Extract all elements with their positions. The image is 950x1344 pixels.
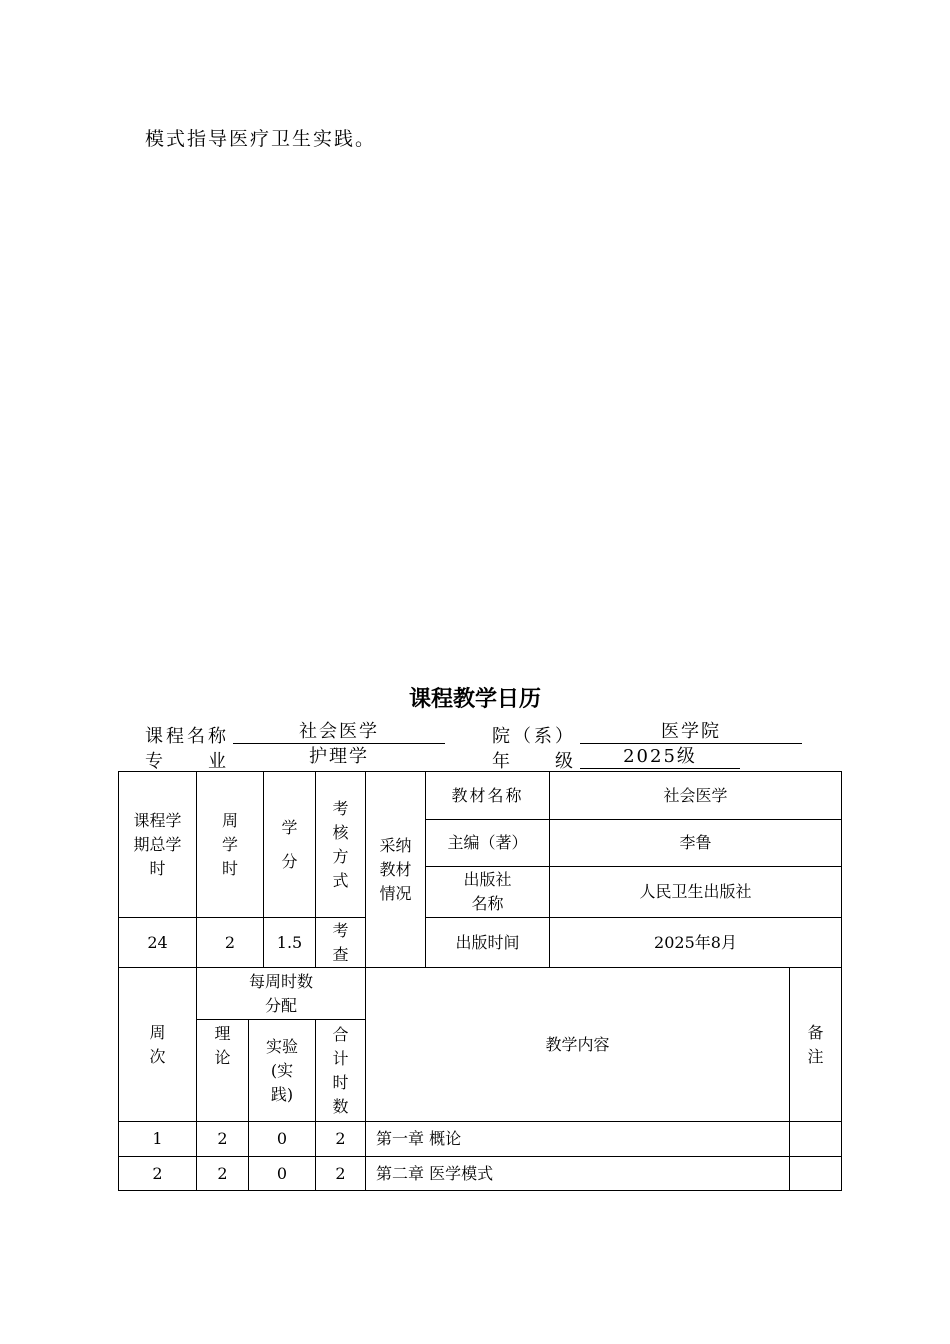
previous-page-text: 模式指导医疗卫生实践。 bbox=[145, 128, 377, 150]
practice-cell: 0 bbox=[249, 1157, 316, 1191]
remarks-cell bbox=[790, 1122, 842, 1157]
practice-header-line3: 践) bbox=[270, 1084, 294, 1104]
remarks-header: 备注 bbox=[790, 968, 842, 1122]
editor-label: 主编（著） bbox=[426, 820, 550, 867]
major-value: 护理学 bbox=[309, 746, 369, 767]
publisher-label-line1: 出版社 bbox=[463, 870, 512, 889]
course-name-value: 社会医学 bbox=[233, 721, 445, 744]
content-cell: 第二章 医学模式 bbox=[366, 1157, 790, 1191]
hours-distribution-header: 每周时数分配 bbox=[197, 968, 366, 1020]
grade-value: 2025级 bbox=[580, 746, 740, 769]
total-hours-column-header: 合计时数 bbox=[316, 1020, 366, 1122]
pub-date-label: 出版时间 bbox=[426, 918, 550, 968]
weekly-hours-value: 2 bbox=[197, 918, 264, 968]
textbook-name-label: 教材名称 bbox=[426, 772, 550, 820]
publisher-label bbox=[426, 867, 550, 918]
total-hours-value: 24 bbox=[119, 918, 197, 968]
department-label: 院（系） bbox=[492, 726, 576, 747]
credits-value: 1.5 bbox=[264, 918, 316, 968]
editor-value: 李鲁 bbox=[550, 820, 842, 867]
practice-header-line1: 实验 bbox=[265, 1036, 298, 1056]
exam-type-header: 考核方式 bbox=[316, 772, 366, 918]
publisher-value: 人民卫生出版社 bbox=[550, 867, 842, 918]
credits-header: 学分 bbox=[264, 772, 316, 918]
page-title: 课程教学日历 bbox=[408, 687, 541, 712]
publisher-label-line2: 名称 bbox=[471, 894, 504, 913]
week-cell: 1 bbox=[119, 1122, 197, 1157]
theory-cell: 2 bbox=[197, 1122, 249, 1157]
theory-cell: 2 bbox=[197, 1157, 249, 1191]
textbook-header: 采纳教材情况 bbox=[366, 772, 426, 968]
grade-label: 年 级 bbox=[492, 751, 576, 772]
content-cell: 第一章 概论 bbox=[366, 1122, 790, 1157]
textbook-name-value: 社会医学 bbox=[550, 772, 842, 820]
theory-header: 理论 bbox=[197, 1020, 249, 1122]
course-calendar-table bbox=[118, 771, 842, 1191]
week-header: 周次 bbox=[119, 968, 197, 1122]
department-value: 医学院 bbox=[580, 721, 802, 744]
weekly-hours-header: 周学时 bbox=[197, 772, 264, 918]
table-row bbox=[119, 1122, 842, 1157]
remarks-cell bbox=[790, 1157, 842, 1191]
course-name-label: 课程名称 bbox=[145, 726, 229, 747]
practice-header-line2: (实 bbox=[270, 1060, 294, 1080]
total-cell: 2 bbox=[316, 1122, 366, 1157]
table-row bbox=[119, 1157, 842, 1191]
content-header: 教学内容 bbox=[366, 968, 790, 1122]
practice-header bbox=[249, 1020, 316, 1122]
total-cell: 2 bbox=[316, 1157, 366, 1191]
pub-date-value: 2025年8月 bbox=[550, 918, 842, 968]
practice-cell: 0 bbox=[249, 1122, 316, 1157]
week-cell: 2 bbox=[119, 1157, 197, 1191]
exam-type-value: 考查 bbox=[316, 918, 366, 968]
total-hours-header: 课程学期总学时 bbox=[119, 772, 197, 918]
major-label: 专 业 bbox=[145, 751, 229, 772]
